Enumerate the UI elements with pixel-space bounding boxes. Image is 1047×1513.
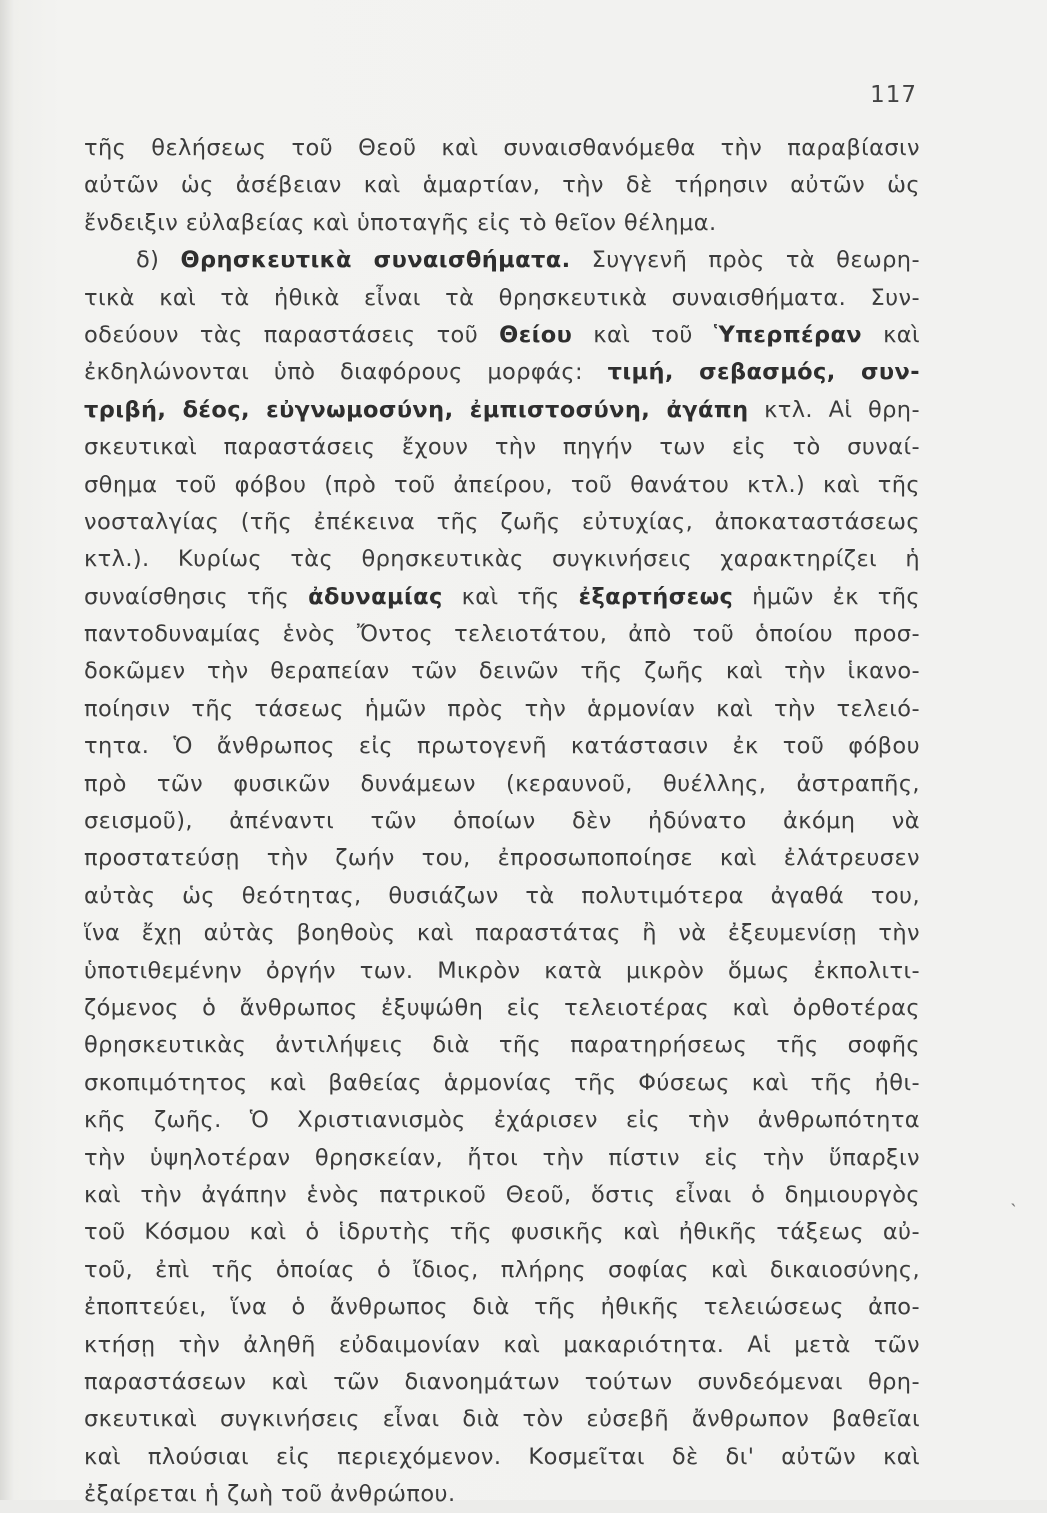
text-line — [84, 1177, 920, 1214]
text-line — [84, 616, 920, 653]
text-line — [84, 1401, 920, 1438]
text-run: ἵνα ἔχῃ αὐτὰς βοηθοὺς καὶ παραστάτας ἢ νὰ ἐξευμενίσῃ τὴν — [84, 920, 920, 947]
text-run: σκευτικαὶ συγκινήσεις εἶναι διὰ τὸν εὐσεβῆ ἄνθρωπον βαθεῖαι — [84, 1406, 920, 1433]
text-line — [84, 1252, 920, 1289]
text-line — [84, 1140, 920, 1177]
text-run: δοκῶμεν τὴν θεραπείαν τῶν δεινῶν τῆς ζωῆς καὶ τὴν ἱκανο- — [84, 658, 920, 685]
text-line — [84, 354, 920, 391]
text-line — [84, 1065, 920, 1102]
text-line — [84, 579, 920, 616]
text-line — [84, 878, 920, 915]
text-run: προστατεύσῃ τὴν ζωήν του, ἐπροσωποποίησε καὶ ἐλάτρευσεν — [84, 845, 920, 872]
text-run: καὶ — [862, 321, 920, 348]
text-run: σεισμοῦ), ἀπέναντι τῶν ὁποίων δὲν ἠδύνατο ἀκόμη νὰ — [84, 808, 920, 835]
text-line — [84, 242, 920, 279]
text-line — [84, 1214, 920, 1251]
text-run: σθημα τοῦ φόβου (πρὸ τοῦ ἀπείρου, τοῦ θανάτου κτλ.) καὶ τῆς — [84, 471, 920, 498]
text-run: συναίσθησις τῆς — [84, 583, 309, 610]
text-run: καὶ τῆς — [442, 583, 579, 610]
text-run: αὐτὰς ὡς θεότητας, θυσιάζων τὰ πολυτιμότερα ἀγαθά του, — [84, 882, 920, 909]
text-run: παραστάσεων καὶ τῶν διανοημάτων τούτων συνδεόμεναι θρη- — [84, 1368, 920, 1395]
text-run: τητα. Ὁ ἄνθρωπος εἰς πρωτογενῆ κατάστασιν ἐκ τοῦ φόβου — [84, 733, 920, 760]
text-run: τοῦ, ἐπὶ τῆς ὁποίας ὁ ἴδιος, πλήρης σοφίας καὶ δικαιοσύνης, — [84, 1256, 920, 1283]
body-text — [84, 130, 920, 1513]
text-line — [84, 840, 920, 877]
text-run: σκευτικαὶ παραστάσεις ἔχουν τὴν πηγήν των εἰς τὸ συναί- — [84, 434, 920, 461]
text-run: πρὸ τῶν φυσικῶν δυνάμεων (κεραυνοῦ, θυέλλης, ἀστραπῆς, — [84, 770, 920, 797]
text-run: τοῦ Κόσμου καὶ ὁ ἱδρυτὴς τῆς φυσικῆς καὶ ἠθικῆς τάξεως αὐ- — [84, 1219, 920, 1246]
text-line — [84, 728, 920, 765]
text-line — [84, 392, 920, 429]
text-run: καὶ τὴν ἀγάπην ἑνὸς πατρικοῦ Θεοῦ, ὅστις εἶναι ὁ δημιουργὸς — [84, 1181, 920, 1208]
text-line — [84, 953, 920, 990]
text-run: παντοδυναμίας ἑνὸς Ὄντος τελειοτάτου, ἀπὸ τοῦ ὁποίου προσ- — [84, 621, 920, 648]
bold-term: Θρησκευτικὰ συναισθήματα. — [180, 247, 571, 274]
text-line — [84, 1027, 920, 1064]
text-run: οδεύουν τὰς παραστάσεις τοῦ — [84, 321, 500, 348]
text-line — [84, 130, 920, 167]
text-run: ἐποπτεύει, ἵνα ὁ ἄνθρωπος διὰ τῆς ἠθικῆς τελειώσεως ἀπο- — [84, 1294, 920, 1321]
text-line — [84, 803, 920, 840]
text-run: ὑποτιθεμένην ὀργήν των. Μικρὸν κατὰ μικρὸν ὅμως ἐκπολιτι- — [84, 957, 920, 984]
text-run: δ) — [136, 247, 181, 274]
text-line — [84, 691, 920, 728]
text-line — [84, 504, 920, 541]
text-run: τῆς θελήσεως τοῦ Θεοῦ καὶ συναισθανόμεθα τὴν παραβίασιν — [84, 135, 920, 161]
text-line — [84, 1364, 920, 1401]
text-run: ἐκδηλώνονται ὑπὸ διαφόρους μορφάς: — [84, 359, 608, 386]
text-run: κῆς ζωῆς. Ὁ Χριστιανισμὸς ἐχάρισεν εἰς τὴν ἀνθρωπότητα — [84, 1107, 920, 1134]
bold-term: ἀδυναμίας — [308, 583, 443, 610]
margin-mark: ˴ — [1010, 1190, 1017, 1214]
text-run: νοσταλγίας (τῆς ἐπέκεινα τῆς ζωῆς εὐτυχίας, ἀποκαταστάσεως — [84, 508, 920, 535]
text-line — [84, 205, 920, 242]
text-run: κτλ. Αἱ θρη- — [748, 396, 920, 423]
text-line — [84, 915, 920, 952]
text-run: ἔνδειξιν εὐλαβείας καὶ ὑποταγῆς εἰς τὸ θεῖον θέλημα. — [84, 209, 717, 236]
text-run: τικὰ καὶ τὰ ἠθικὰ εἶναι τὰ θρησκευτικὰ συναισθήματα. Συν- — [84, 284, 920, 311]
bold-term: τριβή, δέος, εὐγνωμοσύνη, ἐμπιστοσύνη, ἀγάπη — [84, 396, 749, 423]
text-line — [84, 467, 920, 504]
text-line — [84, 1102, 920, 1139]
page-number: 117 — [870, 82, 917, 108]
text-run: κτλ.). Κυρίως τὰς θρησκευτικὰς συγκινήσεις χαρακτηρίζει ἡ — [84, 546, 920, 573]
text-line — [84, 541, 920, 578]
text-run: ἐξαίρεται ἡ ζωὴ τοῦ ἀνθρώπου. — [84, 1481, 456, 1508]
text-run: κτήσῃ τὴν ἀληθῆ εὐδαιμονίαν καὶ μακαριότητα. Αἱ μετὰ τῶν — [84, 1331, 920, 1358]
text-line — [84, 1327, 920, 1364]
text-line — [84, 317, 920, 354]
text-run: τὴν ὑψηλοτέραν θρησκείαν, ἤτοι τὴν πίστιν εἰς τὴν ὕπαρξιν — [84, 1144, 920, 1171]
text-line — [84, 1439, 920, 1476]
bold-term: ἐξαρτήσεως — [578, 583, 734, 610]
text-run: θρησκευτικὰς ἀντιλήψεις διὰ τῆς παρατηρήσεως τῆς σοφῆς — [84, 1032, 920, 1059]
bold-term: τιμή, σεβασμός, συν- — [607, 359, 920, 386]
text-line — [84, 766, 920, 803]
text-line — [84, 429, 920, 466]
text-line — [84, 990, 920, 1027]
text-line — [84, 653, 920, 690]
text-run: ζόμενος ὁ ἄνθρωπος ἐξυψώθη εἰς τελειοτέρας καὶ ὀρθοτέρας — [84, 994, 920, 1021]
bold-term: Ὑπερπέραν — [713, 321, 863, 348]
text-run: Συγγενῆ πρὸς τὰ θεωρη- — [570, 247, 920, 274]
text-line — [84, 1289, 920, 1326]
text-run: ἡμῶν ἐκ τῆς — [733, 583, 920, 610]
text-run: καὶ πλούσιαι εἰς περιεχόμενον. Κοσμεῖται δὲ δι' αὐτῶν καὶ — [84, 1443, 920, 1470]
text-line — [84, 167, 920, 204]
text-line — [84, 1476, 920, 1513]
text-run: ποίησιν τῆς τάσεως ἡμῶν πρὸς τὴν ἁρμονίαν καὶ τὴν τελειό- — [84, 695, 920, 722]
text-run: καὶ τοῦ — [572, 321, 714, 348]
text-line — [84, 280, 920, 317]
text-run: σκοπιμότητος καὶ βαθείας ἁρμονίας τῆς Φύσεως καὶ τῆς ἠθι- — [84, 1069, 920, 1096]
text-run: αὐτῶν ὡς ἀσέβειαν καὶ ἁμαρτίαν, τὴν δὲ τήρησιν αὐτῶν ὡς — [84, 172, 920, 199]
bold-term: Θείου — [499, 321, 573, 348]
